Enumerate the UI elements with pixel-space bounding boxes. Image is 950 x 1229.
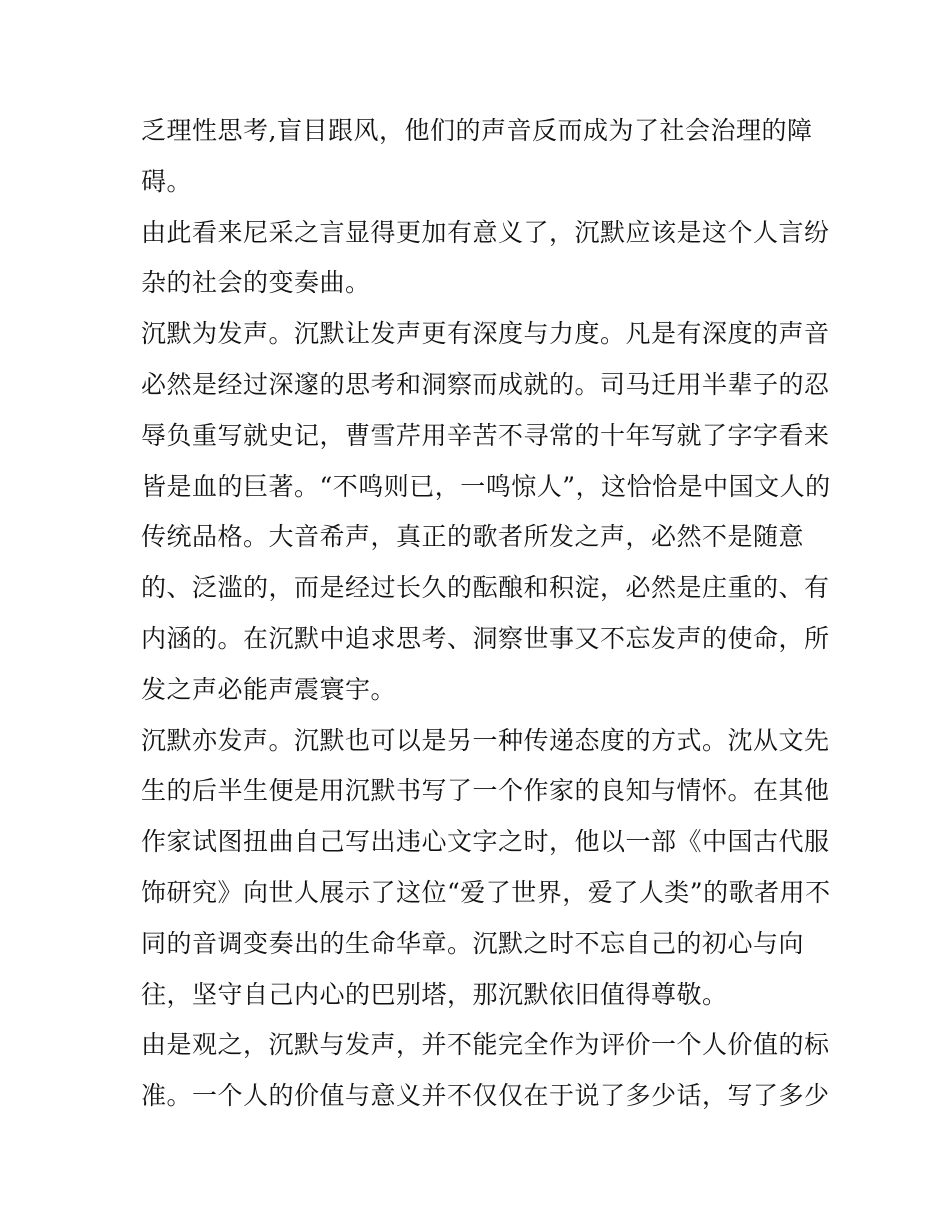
text-line: 发之声必能声震寰宇。	[141, 674, 397, 704]
text-line: 杂的社会的变奏曲。	[141, 268, 371, 298]
text-line: 沉默亦发声。沉默也可以是另一种传递态度的方式。沈从文先	[141, 725, 830, 755]
text-line: 往，坚守自己内心的巴别塔，那沉默依旧值得尊敬。	[141, 979, 728, 1009]
essay-body	[141, 106, 831, 1122]
text-line: 乏理性思考,盲目跟风，他们的声音反而成为了社会治理的障	[141, 116, 813, 145]
text-line: 沉默为发声。沉默让发声更有深度与力度。凡是有深度的声音	[141, 319, 830, 349]
text-line: 生的后半生便是用沉默书写了一个作家的良知与情怀。在其他	[141, 776, 830, 806]
text-line: 碍。	[141, 166, 193, 196]
text-line: 作家试图扭曲自己写出违心文字之时，他以一部《中国古代服	[141, 827, 830, 857]
text-line: 饰研究》向世人展示了这位“爱了世界，爱了人类”的歌者用不	[141, 877, 831, 907]
text-line: 皆是血的巨著。“不鸣则已，一鸣惊人”，这恰恰是中国文人的	[141, 471, 831, 501]
text-line: 辱负重写就史记，曹雪芹用辛苦不寻常的十年写就了字字看来	[141, 420, 830, 450]
text-line: 准。一个人的价值与意义并不仅仅在于说了多少话，写了多少	[141, 1081, 830, 1111]
text-line: 同的音调变奏出的生命华章。沉默之时不忘自己的初心与向	[141, 928, 805, 958]
text-line: 由此看来尼采之言显得更加有意义了，沉默应该是这个人言纷	[141, 217, 830, 247]
text-line: 传统品格。大音希声，真正的歌者所发之声，必然不是随意	[141, 522, 805, 552]
text-line: 由是观之，沉默与发声，并不能完全作为评价一个人价值的标	[141, 1030, 830, 1060]
text-line: 必然是经过深邃的思考和洞察而成就的。司马迁用半辈子的忍	[141, 369, 830, 399]
text-line: 内涵的。在沉默中追求思考、洞察世事又不忘发声的使命，所	[141, 623, 830, 653]
text-line: 的、泛滥的，而是经过长久的酝酿和积淀，必然是庄重的、有	[141, 573, 830, 603]
